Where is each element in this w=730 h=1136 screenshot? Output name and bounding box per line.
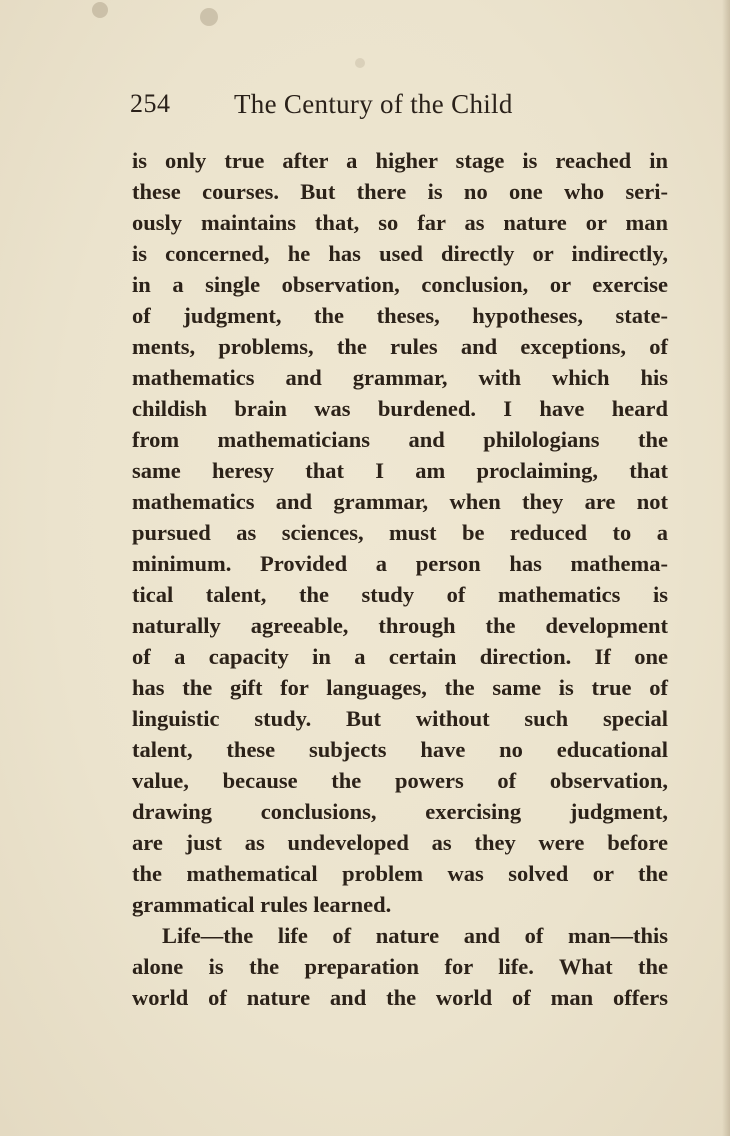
- text-line: is only true after a higher stage is reached in: [132, 148, 668, 173]
- paper-blemish: [200, 8, 218, 26]
- page-header: [130, 84, 610, 124]
- text-line: mathematics and grammar, when they are not: [132, 489, 668, 514]
- page-number: 254: [130, 89, 171, 118]
- text-line: linguistic study. But without such special: [132, 706, 668, 731]
- text-line: of judgment, the theses, hypotheses, state-: [132, 303, 668, 328]
- text-line: has the gift for languages, the same is true of: [132, 675, 668, 700]
- paragraph-start-line: Life—the life of nature and of man—this: [162, 923, 668, 948]
- text-line: childish brain was burdened. I have heard: [132, 396, 668, 421]
- paragraph-end-line: grammatical rules learned.: [132, 892, 392, 917]
- text-line: the mathematical problem was solved or the: [132, 861, 668, 886]
- text-line: same heresy that I am proclaiming, that: [132, 458, 668, 483]
- text-line: in a single observation, conclusion, or exercise: [132, 272, 668, 297]
- text-line: tical talent, the study of mathematics is: [132, 582, 668, 607]
- text-line: are just as undeveloped as they were before: [132, 830, 668, 855]
- text-line: ously maintains that, so far as nature or man: [132, 210, 668, 235]
- text-line: world of nature and the world of man offers: [132, 985, 668, 1010]
- text-line: talent, these subjects have no educational: [132, 737, 668, 762]
- text-line: ments, problems, the rules and exceptions, of: [132, 334, 668, 359]
- text-line: alone is the preparation for life. What the: [132, 954, 668, 979]
- text-line: pursued as sciences, must be reduced to a: [132, 520, 668, 545]
- paper-blemish: [355, 58, 365, 68]
- text-line: drawing conclusions, exercising judgment,: [132, 799, 668, 824]
- page-edge-shadow: [722, 0, 730, 1136]
- text-line: minimum. Provided a person has mathema-: [132, 551, 668, 576]
- text-line: is concerned, he has used directly or indirectly,: [132, 241, 668, 266]
- text-line: value, because the powers of observation,: [132, 768, 668, 793]
- text-line: of a capacity in a certain direction. If one: [132, 644, 668, 669]
- text-line: naturally agreeable, through the development: [132, 613, 668, 638]
- body-text: [132, 145, 668, 1013]
- text-line: from mathematicians and philologians the: [132, 427, 668, 452]
- text-line: these courses. But there is no one who seri-: [132, 179, 668, 204]
- paper-blemish: [92, 2, 108, 18]
- running-title: The Century of the Child: [234, 89, 513, 119]
- text-line: mathematics and grammar, with which his: [132, 365, 668, 390]
